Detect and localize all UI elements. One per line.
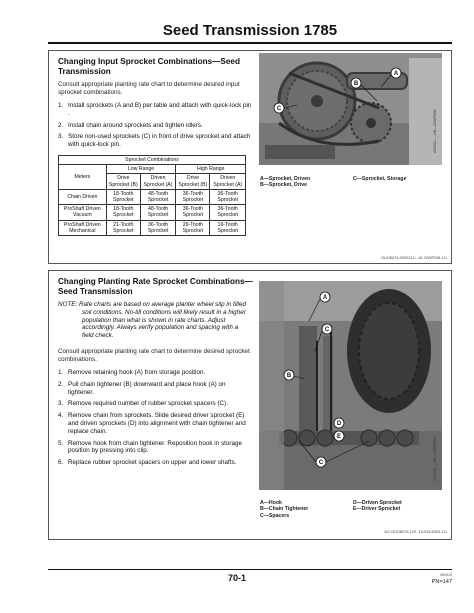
photo-id: A47329 —UN—22APR03 <box>433 437 437 481</box>
section-intro: Consult appropriate planting rate chart to determine desired sprocket combinations. <box>58 348 250 363</box>
table-row: ProShaft Driven Mechanical 21-Tooth Sprocket 36-Tooth Sprocket 29-Tooth Sprocket 19-Tooth Sprocket <box>59 220 246 235</box>
section-intro: Consult appropriate planting rate chart to determine desired input sprocket combinations. <box>58 81 240 96</box>
footer-rule <box>48 569 452 570</box>
callout-label: A <box>322 295 328 302</box>
page-number: 70-1 <box>227 573 246 583</box>
step-item: 5. Remove hook from chain tightener. Reposition hook in storage position by pressing into clip. <box>58 439 242 455</box>
step-item: 4. Remove chain from sprockets. Slide desired driver sprocket (E) and driven sprockets (D) into alignment with chain tightener and replace chain. <box>58 412 246 435</box>
photo-id: A90221 —UN—22APR08 <box>433 109 437 153</box>
callout-label: D <box>336 421 342 428</box>
table-subheader: Drive Sprocket (B) <box>106 174 140 189</box>
steps-list <box>58 369 252 471</box>
callout-label: C <box>324 327 330 334</box>
sprocket-illustration <box>259 53 442 165</box>
steps-list <box>58 102 252 153</box>
transmission-illustration <box>259 281 442 490</box>
step-item: 2. Install chain around sprockets and tighten idlers. <box>58 121 203 129</box>
sprocket-combinations-table <box>58 155 246 236</box>
page-pn: PN=147 <box>431 579 452 585</box>
table-subheader: Driven Sprocket (A) <box>140 174 176 189</box>
title-rule <box>48 42 452 44</box>
step-item: 1. Remove retaining hook (A) from storage position. <box>58 369 206 376</box>
step-item: 6. Replace rubber sprocket spacers on upper and lower shafts. <box>58 459 237 467</box>
table-header-low: Low Range <box>106 165 176 174</box>
step-item: 2. Pull chain tightener (B) downward and place hook (A) on tightener. <box>58 380 226 396</box>
table-subheader: Driven Sprocket (A) <box>210 174 246 189</box>
sprocket-photo <box>259 53 442 165</box>
page-title: Seed Transmission 1785 <box>162 22 338 39</box>
callout-label: B <box>286 373 292 380</box>
figure-legend-right: D—Driven Sprocket E—Driver Sprocket <box>353 500 402 513</box>
table-header-high: High Range <box>176 165 246 174</box>
table-row: ProShaft Driven Vacuum 18-Tooth Sprocket 48-Tooth Sprocket 36-Tooth Sprocket 36-Tooth Sprocket <box>59 205 246 220</box>
callout-label: E <box>336 434 342 441</box>
table-caption: Sprocket Combinations <box>59 156 246 165</box>
callout-label: A <box>393 71 399 78</box>
table-subheader: Drive Sprocket (B) <box>176 174 210 189</box>
reference-code: AG,OUO6076,129 -19-03JUN03-1/1 <box>384 529 447 534</box>
step-item: 3. Store non-used sprockets (C) in front of drive sprocket and attach with quick-lock pin. <box>58 133 251 149</box>
section-heading: Changing Input Sprocket Combinations—Seed Transmission <box>58 57 240 76</box>
callout-label: B <box>353 81 359 88</box>
table-header-meters: Meters <box>59 165 107 190</box>
table-row: Chain Driven 18-Tooth Sprocket 48-Tooth Sprocket 36-Tooth Sprocket 36-Tooth Sprocket <box>59 189 246 204</box>
reference-code: OUO6074,0000Z1C -19-22APR08-1/1 <box>381 255 447 260</box>
figure-legend-left: A—Hook B—Chain Tightener C—Spacers <box>260 500 309 519</box>
section-heading: Changing Planting Rate Sprocket Combinations—Seed Transmission <box>58 277 253 296</box>
step-item: 1. Install sprockets (A and B) per table and attach with quick-lock pin . <box>58 102 252 117</box>
figure-legend-right: C—Sprocket, Storage <box>353 176 407 182</box>
figure-legend-left: A—Sprocket, Driven B—Sprocket, Drive <box>260 176 311 189</box>
transmission-photo <box>259 281 442 490</box>
note-block: NOTE: Rate charts are based on average planter wheel slip in tilled soil conditions. No-till conditions will likely result in a higher population than what is shown in rate charts. Adjust accordingly. Always verify population and spacing with a field check. <box>58 301 246 340</box>
callout-label: C <box>276 106 282 113</box>
step-item: 3. Remove required number of rubber sprocket spacers (C). <box>58 400 228 408</box>
callout-label: C <box>318 460 324 467</box>
footer-code: 080915 <box>440 573 452 577</box>
